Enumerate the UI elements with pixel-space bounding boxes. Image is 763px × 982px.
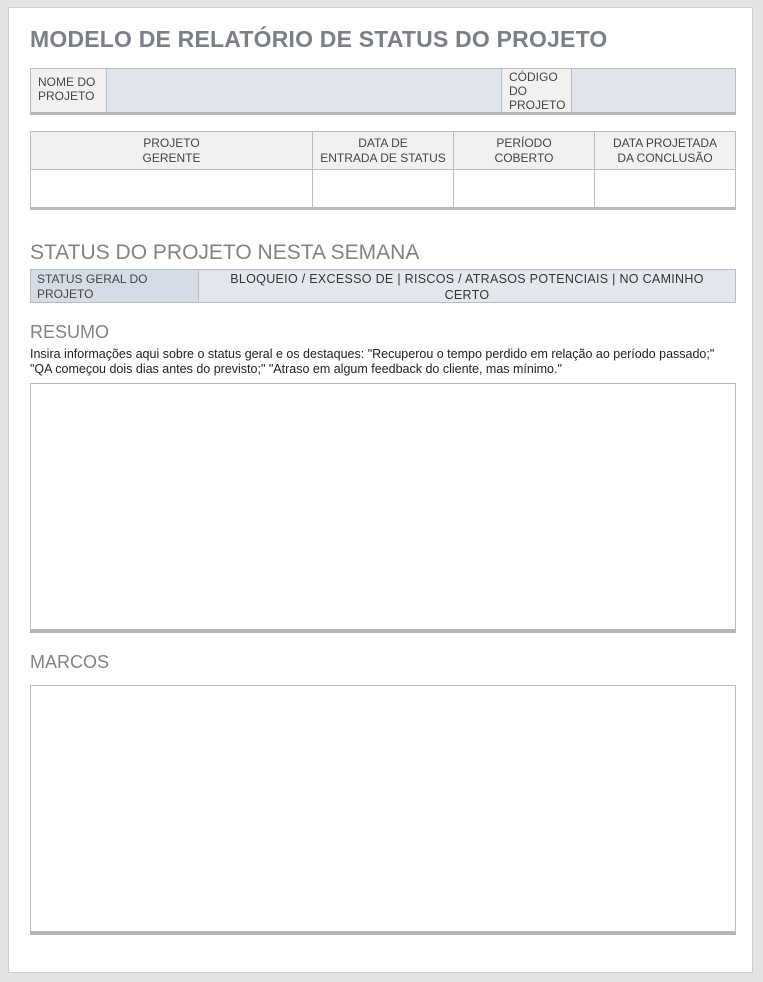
overall-status-options[interactable]: BLOQUEIO / EXCESSO DE | RISCOS / ATRASOS POTENCIAIS | NO CAMINHO CERTO [199, 270, 735, 302]
header-period-covered-line2: COBERTO [494, 151, 554, 165]
header-projected-completion [595, 132, 735, 169]
header-projected-completion-line2: DA CONCLUSÃO [617, 151, 713, 165]
period-covered-field[interactable] [454, 170, 595, 207]
document-title: MODELO DE RELATÓRIO DE STATUS DO PROJETO [30, 26, 608, 52]
header-project-manager [31, 132, 313, 169]
header-projected-completion-line1: DATA PROJETADA [612, 136, 717, 150]
header-status-entry-date-line1: DATA DE [358, 136, 408, 150]
status-entry-date-field[interactable] [313, 170, 454, 207]
overall-status-label [31, 270, 199, 302]
header-period-covered [454, 132, 595, 169]
header-period-covered-line1: PERÍODO [496, 136, 552, 150]
details-header-row [31, 132, 735, 170]
project-name-label-line2: PROJETO [38, 89, 95, 103]
project-info-table [30, 68, 736, 115]
header-status-entry-date [313, 132, 454, 169]
project-code-field[interactable] [572, 69, 735, 112]
project-name-label [31, 69, 107, 112]
overall-status-label-line2: PROJETO [37, 287, 94, 301]
overall-status-label-line1: STATUS GERAL DO [37, 272, 148, 286]
summary-heading: RESUMO [30, 322, 110, 342]
header-project-manager-line2: GERENTE [142, 151, 201, 165]
milestones-heading: MARCOS [30, 652, 110, 672]
details-value-row [31, 170, 735, 207]
header-project-manager-line1: PROJETO [143, 136, 200, 150]
overall-status-bar [30, 269, 736, 303]
project-name-label-line1: NOME DO [38, 75, 96, 89]
project-name-field[interactable] [107, 69, 502, 112]
milestones-textbox[interactable] [30, 685, 736, 935]
summary-instructions: Insira informações aqui sobre o status geral e os destaques: "Recuperou o tempo perdido em relação ao período passado;" "QA começou dois dias antes do previsto;" "Atraso em algum feedback do cliente, mas mínimo." [30, 347, 715, 376]
project-manager-field[interactable] [31, 170, 313, 207]
header-status-entry-date-line2: ENTRADA DE STATUS [320, 151, 446, 165]
project-details-table [30, 131, 736, 210]
project-code-label-line3: PROJETO [509, 98, 566, 112]
projected-completion-field[interactable] [595, 170, 735, 207]
project-code-label-line1: CÓDIGO [509, 70, 558, 84]
project-code-label [502, 69, 572, 112]
document-page [8, 7, 753, 973]
weekly-status-heading: STATUS DO PROJETO NESTA SEMANA [30, 241, 420, 264]
project-code-label-line2: DO [509, 84, 527, 98]
summary-textbox[interactable] [30, 383, 736, 633]
